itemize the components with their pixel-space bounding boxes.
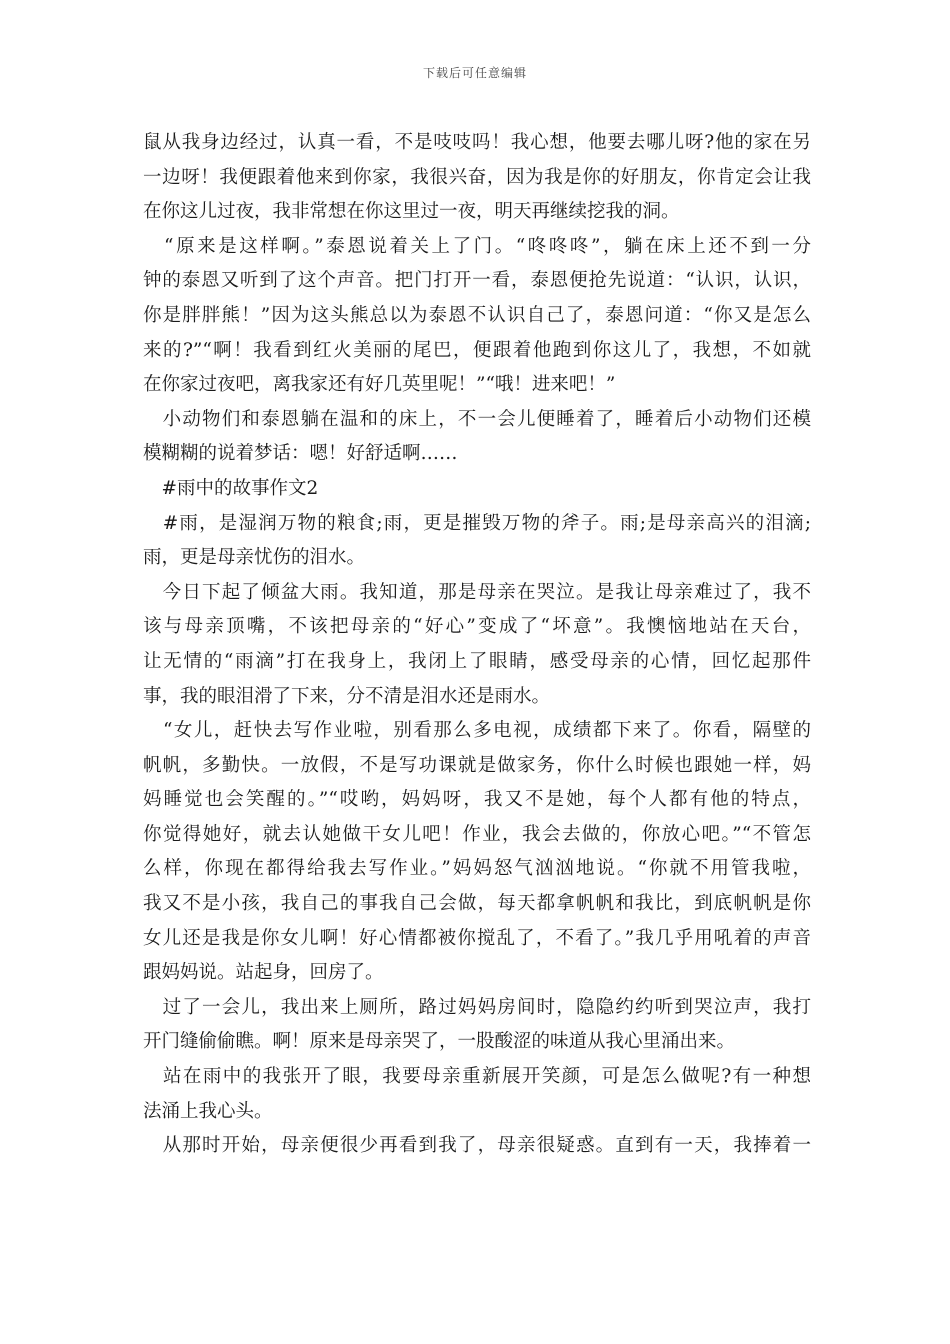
text-line: 模糊糊的说着梦话：嗯！好舒适啊……	[143, 443, 458, 465]
text-line: 过了一会儿，我出来上厕所，路过妈妈房间时，隐隐约约听到哭泣声，我打	[143, 996, 811, 1018]
text-line: 我又不是小孩，我自己的事我自己会做，每天都拿帆帆和我比，到底帆帆是你	[143, 893, 811, 915]
text-line: 在你家过夜吧，离我家还有好几英里呢！”“哦！进来吧！”	[143, 374, 616, 396]
text-line: 帆帆，多勤快。一放假，不是写功课就是做家务，你什么时候也跟她一样，妈	[143, 754, 811, 776]
text-line: 来的?”“啊！我看到红火美丽的尾巴，便跟着他跑到你这儿了，我想，不如就	[143, 339, 811, 361]
text-line: 跟妈妈说。站起身，回房了。	[143, 962, 384, 984]
text-line: 你是胖胖熊！”因为这头熊总以为泰恩不认识自己了，泰恩问道：“你又是怎么	[143, 304, 811, 326]
text-line: 让无情的“雨滴”打在我身上，我闭上了眼睛，感受母亲的心情，回忆起那件	[143, 650, 811, 672]
text-line: 钟的泰恩又听到了这个声音。把门打开一看，泰恩便抢先说道：“认识，认识，	[143, 270, 811, 292]
page-header: 下载后可任意编辑	[422, 66, 527, 80]
text-line: 雨，更是母亲忧伤的泪水。	[143, 547, 366, 569]
text-line: “女儿，赶快去写作业啦，别看那么多电视，成绩都下来了。你看，隔壁的	[143, 720, 811, 742]
text-line: 女儿还是我是你女儿啊！好心情都被你搅乱了，不看了。”我几乎用吼着的声音	[143, 927, 811, 949]
text-line: 站在雨中的我张开了眼，我要母亲重新展开笑颜，可是怎么做呢?有一种想	[143, 1066, 811, 1088]
text-line: 鼠从我身边经过，认真一看，不是吱吱吗！我心想，他要去哪儿呀?他的家在另	[143, 132, 811, 153]
text-line: #雨，是湿润万物的粮食;雨，更是摧毁万物的斧子。雨;是母亲高兴的泪滴;	[143, 512, 811, 534]
text-line: 该与母亲顶嘴，不该把母亲的“好心”变成了“坏意”。我懊恼地站在天台，	[143, 616, 811, 638]
text-line: 么样，你现在都得给我去写作业。”妈妈怒气汹汹地说。“你就不用管我啦，	[143, 858, 811, 880]
text-line: 小动物们和泰恩躺在温和的床上，不一会儿便睡着了，睡着后小动物们还模	[143, 408, 811, 430]
text-line: 开门缝偷偷瞧。啊！原来是母亲哭了，一股酸涩的味道从我心里涌出来。	[143, 1031, 736, 1053]
text-line: 妈睡觉也会笑醒的。”“哎哟，妈妈呀，我又不是她，每个人都有他的特点，	[143, 789, 811, 811]
text-line: 事，我的眼泪滑了下来，分不清是泪水还是雨水。	[143, 685, 551, 707]
text-line: 法涌上我心头。	[143, 1100, 273, 1122]
text-line: #雨中的故事作文2	[143, 477, 319, 499]
body-text	[143, 126, 811, 1164]
text-line: 今日下起了倾盆大雨。我知道，那是母亲在哭泣。是我让母亲难过了，我不	[143, 581, 811, 603]
text-line: 从那时开始，母亲便很少再看到我了，母亲很疑惑。直到有一天，我捧着一	[143, 1135, 811, 1157]
text-line: “原来是这样啊。”泰恩说着关上了门。“咚咚咚”，躺在床上还不到一分	[143, 235, 811, 257]
text-line: 一边呀！我便跟着他来到你家，我很兴奋，因为我是你的好朋友，你肯定会让我	[143, 166, 811, 188]
text-line: 在你这儿过夜，我非常想在你这里过一夜，明天再继续挖我的洞。	[143, 201, 680, 223]
text-line: 你觉得她好，就去认她做干女儿吧！作业，我会去做的，你放心吧。”“不管怎	[143, 823, 811, 845]
